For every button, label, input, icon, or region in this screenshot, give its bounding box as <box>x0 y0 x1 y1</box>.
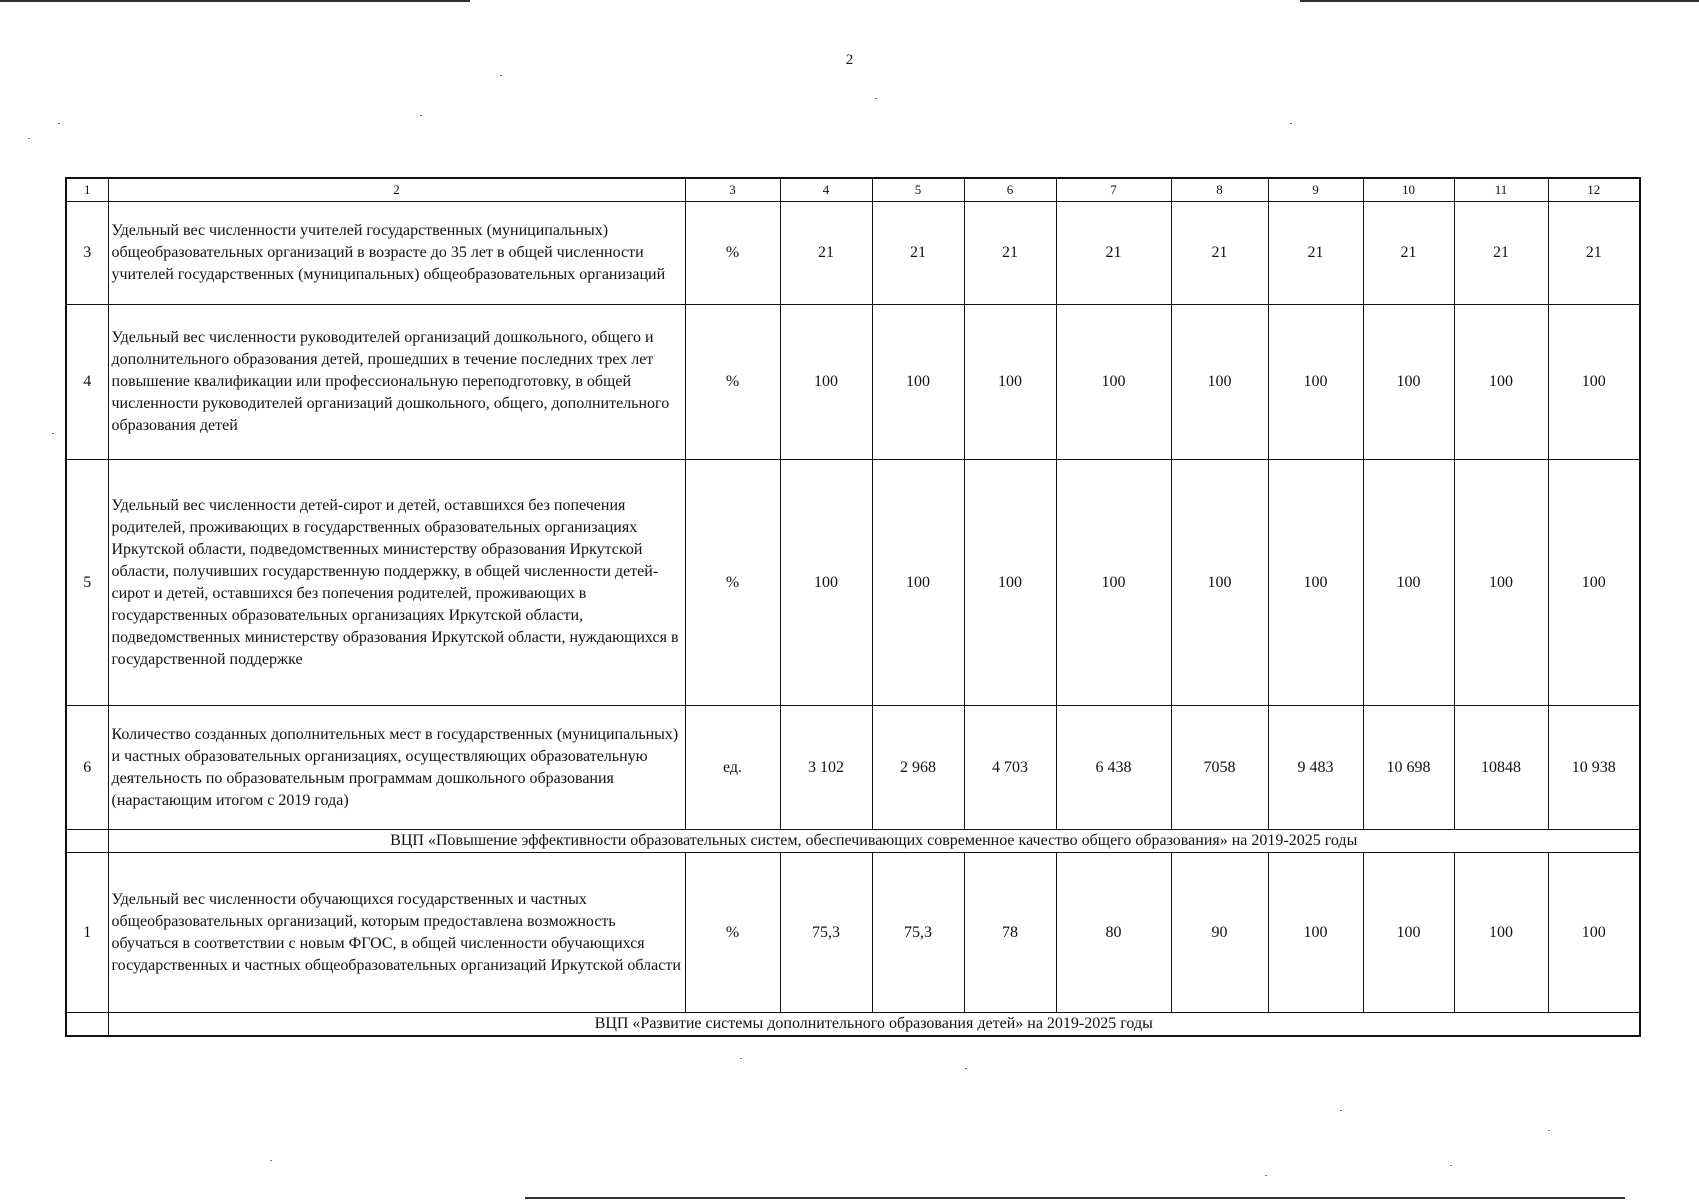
value-cell: 100 <box>780 305 872 460</box>
value-cell: 7058 <box>1171 706 1268 830</box>
value-cell: 10 698 <box>1363 706 1454 830</box>
value-cell: 90 <box>1171 853 1268 1013</box>
value-cell: 10 938 <box>1548 706 1640 830</box>
value-cell: 100 <box>964 305 1056 460</box>
table-row <box>66 305 1640 460</box>
column-header: 8 <box>1171 178 1268 202</box>
scan-dust <box>1340 1110 1342 1111</box>
indicator-name: Удельный вес численности детей-сирот и детей, оставшихся без попечения родителей, проживающих в государственных образовательных организациях Иркутской области, подведомственных министерству образования Иркутской области, получивших государственную поддержку, в общей численности детей-сирот и детей, оставшихся без попечения родителей, проживающих в государственных образовательных организациях Иркутской области, подведомственных министерству образования Иркутской области, нуждающихся в государственной поддержке <box>108 460 685 706</box>
value-cell: 100 <box>1268 460 1363 706</box>
value-cell: 100 <box>1171 460 1268 706</box>
value-cell: 100 <box>1454 460 1548 706</box>
value-cell: 100 <box>1363 460 1454 706</box>
row-number: 3 <box>66 202 108 305</box>
scan-edge-top-right <box>1300 0 1699 2</box>
indicator-name: Удельный вес численности руководителей организаций дошкольного, общего и дополнительного образования детей, прошедших в течение последних трех лет повышение квалификации или профессиональную переподготовку, в общей численности руководителей организаций дошкольного, общего, дополнительного образования детей <box>108 305 685 460</box>
value-cell: 80 <box>1056 853 1171 1013</box>
value-cell: 100 <box>964 460 1056 706</box>
scan-dust <box>420 115 422 116</box>
unit-cell: % <box>685 853 780 1013</box>
value-cell: 21 <box>1454 202 1548 305</box>
section-row-number <box>66 1013 108 1037</box>
scan-dust <box>1265 1175 1267 1176</box>
scan-dust <box>52 433 54 434</box>
column-number-row <box>66 178 1640 202</box>
column-header: 12 <box>1548 178 1640 202</box>
value-cell: 100 <box>872 305 964 460</box>
value-cell: 100 <box>1548 460 1640 706</box>
section-row <box>66 830 1640 853</box>
column-header: 2 <box>108 178 685 202</box>
value-cell: 21 <box>780 202 872 305</box>
column-header: 6 <box>964 178 1056 202</box>
value-cell: 21 <box>1363 202 1454 305</box>
scan-dust <box>1548 1130 1550 1131</box>
unit-cell: % <box>685 460 780 706</box>
value-cell: 21 <box>1056 202 1171 305</box>
column-header: 9 <box>1268 178 1363 202</box>
value-cell: 100 <box>1454 305 1548 460</box>
indicators-table <box>65 177 1641 1037</box>
value-cell: 100 <box>1056 305 1171 460</box>
scan-dust <box>1450 1165 1452 1166</box>
scan-dust <box>28 138 30 139</box>
column-header: 11 <box>1454 178 1548 202</box>
value-cell: 100 <box>1268 853 1363 1013</box>
column-header: 5 <box>872 178 964 202</box>
indicator-name: Удельный вес численности учителей государственных (муниципальных) общеобразовательных организаций в возрасте до 35 лет в общей численности учителей государственных (муниципальных) общеобразовательных организаций <box>108 202 685 305</box>
value-cell: 100 <box>872 460 964 706</box>
row-number: 6 <box>66 706 108 830</box>
unit-cell: % <box>685 305 780 460</box>
value-cell: 100 <box>1268 305 1363 460</box>
column-header: 10 <box>1363 178 1454 202</box>
value-cell: 21 <box>872 202 964 305</box>
value-cell: 100 <box>1363 853 1454 1013</box>
column-header: 1 <box>66 178 108 202</box>
indicator-name: Количество созданных дополнительных мест в государственных (муниципальных) и частных образовательных организациях, осуществляющих образовательную деятельность по образовательным программам дошкольного образования (нарастающим итогом с 2019 года) <box>108 706 685 830</box>
scan-dust <box>740 1058 742 1059</box>
column-header: 3 <box>685 178 780 202</box>
value-cell: 3 102 <box>780 706 872 830</box>
value-cell: 100 <box>780 460 872 706</box>
table-row <box>66 460 1640 706</box>
section-title: ВЦП «Повышение эффективности образовательных систем, обеспечивающих современное качество общего образования» на 2019-2025 годы <box>108 830 1640 853</box>
scan-dust <box>500 75 502 76</box>
value-cell: 21 <box>964 202 1056 305</box>
section-row <box>66 1013 1640 1037</box>
section-row-number <box>66 830 108 853</box>
page-number: 2 <box>845 52 854 68</box>
value-cell: 100 <box>1454 853 1548 1013</box>
row-number: 5 <box>66 460 108 706</box>
section-title: ВЦП «Развитие системы дополнительного образования детей» на 2019-2025 годы <box>108 1013 1640 1037</box>
value-cell: 75,3 <box>872 853 964 1013</box>
unit-cell: ед. <box>685 706 780 830</box>
unit-cell: % <box>685 202 780 305</box>
column-header: 4 <box>780 178 872 202</box>
value-cell: 100 <box>1548 853 1640 1013</box>
value-cell: 21 <box>1548 202 1640 305</box>
indicator-name: Удельный вес численности обучающихся государственных и частных общеобразовательных организаций, которым предоставлена возможность обучаться в соответствии с новым ФГОС, в общей численности обучающихся государственных и частных общеобразовательных организаций Иркутской области <box>108 853 685 1013</box>
value-cell: 4 703 <box>964 706 1056 830</box>
scan-edge-top-left <box>0 0 470 2</box>
value-cell: 100 <box>1548 305 1640 460</box>
value-cell: 2 968 <box>872 706 964 830</box>
value-cell: 10848 <box>1454 706 1548 830</box>
value-cell: 9 483 <box>1268 706 1363 830</box>
table-row <box>66 853 1640 1013</box>
table-row <box>66 202 1640 305</box>
scan-edge-bottom <box>525 1197 1625 1199</box>
column-header: 7 <box>1056 178 1171 202</box>
scan-dust <box>965 1068 967 1069</box>
value-cell: 21 <box>1268 202 1363 305</box>
scan-dust <box>875 98 877 99</box>
row-number: 1 <box>66 853 108 1013</box>
value-cell: 21 <box>1171 202 1268 305</box>
value-cell: 100 <box>1056 460 1171 706</box>
row-number: 4 <box>66 305 108 460</box>
value-cell: 100 <box>1171 305 1268 460</box>
value-cell: 100 <box>1363 305 1454 460</box>
value-cell: 78 <box>964 853 1056 1013</box>
scan-dust <box>1290 123 1292 124</box>
value-cell: 6 438 <box>1056 706 1171 830</box>
scan-dust <box>58 123 60 124</box>
value-cell: 75,3 <box>780 853 872 1013</box>
scan-dust <box>270 1160 272 1161</box>
table-row <box>66 706 1640 830</box>
